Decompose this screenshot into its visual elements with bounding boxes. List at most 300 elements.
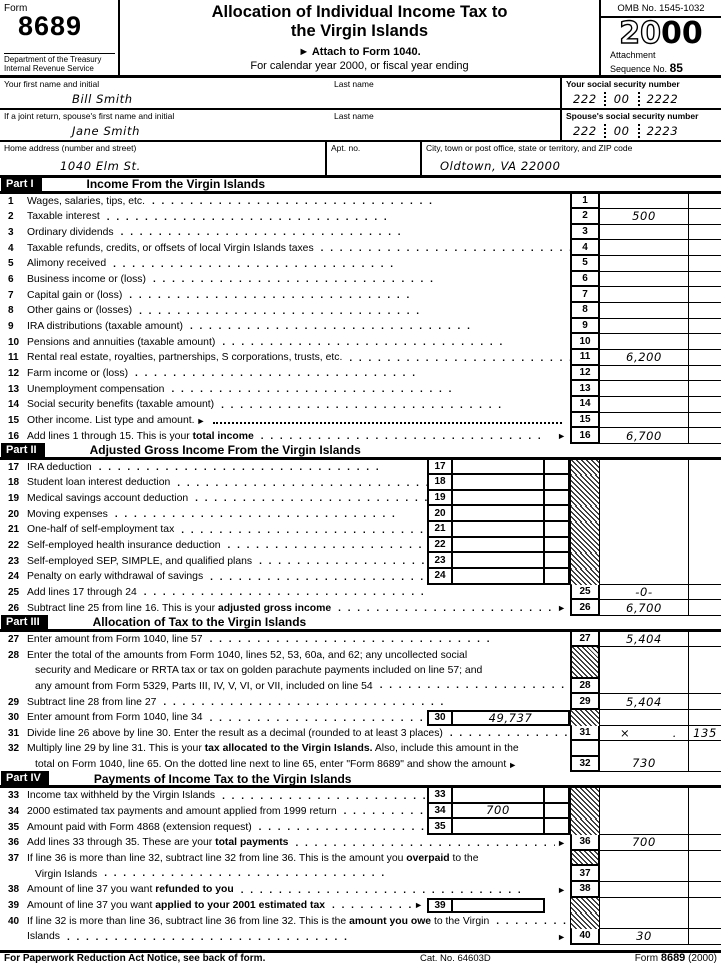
hatched-cell bbox=[572, 851, 598, 865]
open-cell bbox=[600, 553, 688, 569]
line-number-box: 15 bbox=[570, 413, 600, 429]
line-label: Alimony received bbox=[27, 258, 107, 270]
line-number-box: 17 bbox=[427, 460, 453, 476]
line-3-cents-field[interactable] bbox=[688, 225, 721, 241]
open-cents-cell bbox=[688, 788, 721, 804]
part4-tag: Part IV bbox=[1, 771, 49, 786]
open-cents-cell bbox=[688, 491, 721, 507]
line-label: If line 36 is more than line 32, subtract line 32 from line 36. This is the amount you overpaid to the bbox=[27, 852, 479, 864]
line-number-box: 18 bbox=[427, 475, 453, 491]
line-14-row bbox=[0, 397, 721, 413]
line-15-cents-field[interactable] bbox=[688, 413, 721, 429]
line-13-cents-field[interactable] bbox=[688, 381, 721, 397]
line-label: Enter the total of the amounts from Form 1040, lines 52, 53, 60a, and 62; any uncollected social bbox=[27, 649, 468, 661]
line-39-inline-box bbox=[427, 898, 545, 914]
line-number: 15 bbox=[8, 415, 20, 427]
line-number: 23 bbox=[8, 555, 20, 567]
line-11-amount-field[interactable]: 6,200 bbox=[600, 350, 688, 366]
line-label: Student loan interest deduction bbox=[27, 477, 171, 489]
part4-title: Payments of Income Tax to the Virgin Islands bbox=[93, 771, 352, 786]
line-10-cents-field[interactable] bbox=[688, 334, 721, 350]
line-number-box: 23 bbox=[427, 553, 453, 569]
arrowhead-icon: ► bbox=[298, 45, 310, 58]
part2-header bbox=[0, 444, 721, 460]
name-row bbox=[0, 78, 721, 110]
line-label: Amount paid with Form 4868 (extension request) bbox=[27, 821, 252, 833]
paperwork-notice: For Paperwork Reduction Act Notice, see back of form. bbox=[4, 952, 266, 963]
line-number-box: 13 bbox=[570, 381, 600, 397]
line-number-box: 8 bbox=[570, 303, 600, 319]
line-label: Moving expenses bbox=[27, 508, 108, 520]
line-28-cents-field[interactable] bbox=[688, 647, 721, 694]
line-number-box: 37 bbox=[572, 864, 598, 880]
dot-leader bbox=[170, 475, 427, 491]
line-14-cents-field[interactable] bbox=[688, 397, 721, 413]
line-36-cents-field[interactable] bbox=[688, 835, 721, 851]
line-38-row bbox=[0, 882, 721, 898]
hatched-cell bbox=[572, 647, 598, 676]
spouse-ssn-value[interactable]: 222 00 2223 bbox=[573, 124, 679, 138]
line-label: Enter amount from Form 1040, line 57 bbox=[27, 633, 203, 645]
line-40-cents-field[interactable] bbox=[688, 929, 721, 945]
arrowhead-icon: ► bbox=[557, 431, 566, 442]
hatched-cell bbox=[570, 538, 600, 554]
open-cents-cell bbox=[688, 913, 721, 929]
line-3-amount-field[interactable] bbox=[600, 225, 688, 241]
hatched-cell bbox=[570, 913, 600, 929]
line-number-box: 16 bbox=[570, 428, 600, 444]
dot-leader bbox=[100, 209, 570, 225]
line-10-row bbox=[0, 334, 721, 350]
dot-leader bbox=[331, 600, 555, 616]
line-16-cents-field[interactable] bbox=[688, 428, 721, 444]
line-number: 22 bbox=[8, 540, 20, 552]
line-17-amount-field[interactable] bbox=[453, 460, 543, 476]
line-33-amount-field[interactable] bbox=[453, 788, 543, 804]
dot-leader bbox=[337, 804, 427, 820]
line-number-box: 4 bbox=[570, 240, 600, 256]
line-4-amount-field[interactable] bbox=[600, 240, 688, 256]
line-26-cents-field[interactable] bbox=[688, 600, 721, 616]
dot-leader bbox=[203, 632, 570, 648]
address-row bbox=[0, 142, 721, 178]
line-22-row bbox=[0, 538, 721, 554]
line-11-row bbox=[0, 350, 721, 366]
line-1-row bbox=[0, 194, 721, 210]
line-number: 9 bbox=[8, 321, 14, 333]
dot-leader bbox=[221, 538, 427, 554]
line-31-cents-field[interactable]: 135 bbox=[688, 726, 721, 742]
line-6-cents-field[interactable] bbox=[688, 272, 721, 288]
line-number: 39 bbox=[8, 899, 20, 911]
footer-form-number: Form 8689 (2000) bbox=[634, 952, 717, 963]
line-label: security and Medicare or RRTA tax or tax on golden parachute payments included on line 57; and bbox=[35, 665, 483, 677]
line-20-cents-field[interactable] bbox=[543, 506, 570, 522]
hatched-cell bbox=[570, 553, 600, 569]
dot-leader bbox=[60, 929, 555, 945]
spouse-first-name-field[interactable] bbox=[0, 110, 330, 140]
dot-leader bbox=[314, 240, 570, 256]
arrowhead-icon: ► bbox=[557, 931, 566, 942]
line-label: Social security benefits (taxable amount) bbox=[27, 399, 215, 411]
line-15-row bbox=[0, 413, 721, 429]
line-5-cents-field[interactable] bbox=[688, 256, 721, 272]
open-cents-cell bbox=[688, 569, 721, 585]
line-15-amount-field[interactable] bbox=[600, 413, 688, 429]
line-number: 32 bbox=[8, 743, 20, 755]
line-7-row bbox=[0, 287, 721, 303]
line-12-amount-field[interactable] bbox=[600, 366, 688, 382]
line-10-amount-field[interactable] bbox=[600, 334, 688, 350]
line-29-cents-field[interactable] bbox=[688, 694, 721, 710]
line-16-amount-field[interactable]: 6,700 bbox=[600, 428, 688, 444]
line-number: 7 bbox=[8, 289, 14, 301]
line-13-amount-field[interactable] bbox=[600, 381, 688, 397]
line-19-amount-field[interactable] bbox=[453, 491, 543, 507]
arrowhead-icon: ► bbox=[196, 415, 206, 426]
line-18-amount-field[interactable] bbox=[453, 475, 543, 491]
line-number-box: 35 bbox=[427, 819, 453, 835]
line-number: 25 bbox=[8, 587, 20, 599]
form-number: 8689 bbox=[18, 11, 83, 41]
line-37-amount-field[interactable] bbox=[600, 851, 688, 882]
line-label: Subtract line 28 from line 27 bbox=[27, 696, 157, 708]
line-label: Taxable refunds, credits, or offsets of local Virgin Islands taxes bbox=[27, 242, 314, 254]
dot-leader bbox=[122, 287, 570, 303]
dot-leader bbox=[146, 272, 570, 288]
line-24-amount-field[interactable] bbox=[453, 569, 543, 585]
line-37-cents-field[interactable] bbox=[688, 851, 721, 882]
line-number-box: 28 bbox=[572, 677, 598, 693]
part2-title: Adjusted Gross Income From the Virgin Islands bbox=[89, 443, 361, 458]
line-22-amount-field[interactable] bbox=[453, 538, 543, 554]
line-18-cents-field[interactable] bbox=[543, 475, 570, 491]
dot-leader bbox=[156, 694, 570, 710]
line-number-box: 25 bbox=[570, 585, 600, 601]
line-30-row bbox=[0, 710, 721, 726]
line-number: 17 bbox=[8, 461, 20, 473]
open-cell bbox=[600, 898, 688, 914]
line-29-row bbox=[0, 694, 721, 710]
line-34-cents-field[interactable] bbox=[543, 804, 570, 820]
first-name-value[interactable]: Bill Smith bbox=[72, 92, 133, 106]
line-27-amount-field[interactable]: 5,404 bbox=[600, 632, 688, 648]
line-7-amount-field[interactable] bbox=[600, 287, 688, 303]
line-25-cents-field[interactable] bbox=[688, 585, 721, 601]
arrowhead-icon: ► bbox=[557, 884, 566, 895]
line-8-amount-field[interactable] bbox=[600, 303, 688, 319]
form-title-block bbox=[120, 0, 599, 75]
dot-leader bbox=[92, 460, 427, 476]
line-label: Capital gain or (loss) bbox=[27, 289, 123, 301]
line-number-box: 29 bbox=[570, 694, 600, 710]
line-number: 13 bbox=[8, 383, 20, 395]
line-label: If line 32 is more than line 36, subtract line 36 from line 32. This is the amount you owe to the Virgin bbox=[27, 915, 490, 927]
line-23-cents-field[interactable] bbox=[543, 553, 570, 569]
line-29-amount-field[interactable]: 5,404 bbox=[600, 694, 688, 710]
line-18-row bbox=[0, 475, 721, 491]
line-label: total on Form 1040, line 65. On the dotted line next to line 65, enter "Form 8689" and show the amount ► bbox=[0, 757, 570, 773]
open-cents-cell bbox=[688, 506, 721, 522]
line-number-box: 21 bbox=[427, 522, 453, 538]
open-cell bbox=[600, 491, 688, 507]
hatched-cell bbox=[570, 475, 600, 491]
ssn-value[interactable]: 222 00 2222 bbox=[573, 92, 679, 106]
hatched-cell bbox=[570, 506, 600, 522]
part1-tag: Part I bbox=[1, 177, 42, 192]
line-23-amount-field[interactable] bbox=[453, 553, 543, 569]
multiply-sign: × bbox=[620, 725, 631, 740]
tax-year: 2000 bbox=[619, 16, 703, 51]
first-name-field[interactable] bbox=[0, 78, 330, 108]
line-12-cents-field[interactable] bbox=[688, 366, 721, 382]
form-footer bbox=[0, 950, 721, 963]
line-40-row-b bbox=[0, 929, 721, 945]
line-7-cents-field[interactable] bbox=[688, 287, 721, 303]
form-number-block bbox=[0, 0, 120, 75]
open-cell bbox=[600, 804, 688, 820]
open-cell bbox=[600, 913, 688, 929]
line-31-amount-field[interactable] bbox=[600, 726, 688, 742]
spouse-first-name-value[interactable]: Jane Smith bbox=[72, 124, 140, 138]
line-11-cents-field[interactable] bbox=[688, 350, 721, 366]
apt-no-field[interactable] bbox=[325, 142, 420, 175]
line-22-cents-field[interactable] bbox=[543, 538, 570, 554]
dot-leader bbox=[114, 225, 570, 241]
line-21-amount-field[interactable] bbox=[453, 522, 543, 538]
line-37-number-column bbox=[570, 851, 600, 882]
line-number: 19 bbox=[8, 493, 20, 505]
line-number: 31 bbox=[8, 727, 20, 739]
line-label: 2000 estimated tax payments and amount applied from 1999 return bbox=[27, 805, 337, 817]
line-label: One-half of self-employment tax bbox=[27, 524, 175, 536]
line-6-row bbox=[0, 272, 721, 288]
part2-tag: Part II bbox=[1, 443, 45, 458]
line-label: Self-employed SEP, SIMPLE, and qualified plans bbox=[27, 555, 253, 567]
line-4-cents-field[interactable] bbox=[688, 240, 721, 256]
open-cell bbox=[600, 819, 688, 835]
arrowhead-icon: ► bbox=[557, 837, 566, 848]
line-number-box: 6 bbox=[570, 272, 600, 288]
line-number: 3 bbox=[8, 227, 14, 239]
line-number: 20 bbox=[8, 508, 20, 520]
home-address-label: Home address (number and street) bbox=[4, 143, 137, 153]
line-label: Income tax withheld by the Virgin Islands bbox=[27, 790, 216, 802]
line-35-cents-field[interactable] bbox=[543, 819, 570, 835]
open-cents-cell bbox=[688, 538, 721, 554]
dot-leader bbox=[342, 350, 570, 366]
arrowhead-icon: ► bbox=[508, 759, 518, 770]
line-label: Pensions and annuities (taxable amount) bbox=[27, 336, 216, 348]
line-label: Subtract line 25 from line 16. This is your adjusted gross income bbox=[27, 602, 332, 614]
line-28-row bbox=[0, 647, 721, 694]
line-24-cents-field[interactable] bbox=[543, 569, 570, 585]
dot-leader bbox=[443, 726, 570, 742]
line-26-amount-field[interactable]: 6,700 bbox=[600, 600, 688, 616]
line-5-amount-field[interactable] bbox=[600, 256, 688, 272]
line-number-box: 32 bbox=[572, 755, 598, 771]
line-25-row bbox=[0, 585, 721, 601]
line-label: Self-employed health insurance deduction bbox=[27, 540, 221, 552]
line-2-row bbox=[0, 209, 721, 225]
spouse-ssn-field[interactable] bbox=[560, 110, 721, 140]
line-9-cents-field[interactable] bbox=[688, 319, 721, 335]
arrowhead-icon: ► bbox=[557, 603, 566, 614]
hatched-cell bbox=[570, 522, 600, 538]
open-cell bbox=[600, 788, 688, 804]
line-number-box: 7 bbox=[570, 287, 600, 303]
line-number: 34 bbox=[8, 805, 20, 817]
line-32-cents-field[interactable] bbox=[688, 741, 721, 772]
line-9-amount-field[interactable] bbox=[600, 319, 688, 335]
line-label: Add lines 17 through 24 bbox=[27, 587, 137, 599]
catalog-number: Cat. No. 64603D bbox=[420, 952, 491, 963]
open-cell bbox=[600, 538, 688, 554]
spouse-name-row bbox=[0, 110, 721, 142]
city-state-zip-label: City, town or post office, state or territory, and ZIP code bbox=[426, 143, 633, 153]
dot-leader bbox=[203, 569, 427, 585]
agency-block bbox=[4, 53, 115, 74]
line-35-amount-field[interactable] bbox=[453, 819, 543, 835]
agency-line1: Department of the Treasury bbox=[4, 54, 102, 64]
line-number: 16 bbox=[8, 430, 20, 442]
line-label: Rental real estate, royalties, partnerships, S corporations, trusts, etc. bbox=[27, 352, 343, 364]
open-cell bbox=[600, 475, 688, 491]
last-name-label: Last name bbox=[334, 79, 374, 89]
line-17-cents-field[interactable] bbox=[543, 460, 570, 476]
line-number: 33 bbox=[8, 790, 20, 802]
open-cents-cell bbox=[688, 898, 721, 914]
open-cell bbox=[600, 710, 688, 726]
hatched-cell bbox=[570, 898, 600, 914]
dot-leader bbox=[234, 882, 555, 898]
line-38-amount-field[interactable] bbox=[600, 882, 688, 898]
line-2-amount-field[interactable]: 500 bbox=[600, 209, 688, 225]
line-19-cents-field[interactable] bbox=[543, 491, 570, 507]
line-9-row bbox=[0, 319, 721, 335]
line-36-amount-field[interactable]: 700 bbox=[600, 835, 688, 851]
dot-leader bbox=[203, 710, 427, 726]
line-35-row bbox=[0, 819, 721, 835]
last-name-field[interactable] bbox=[330, 78, 560, 108]
line-30-inline-box bbox=[427, 710, 570, 726]
line-27-cents-field[interactable] bbox=[688, 632, 721, 648]
line-38-cents-field[interactable] bbox=[688, 882, 721, 898]
line-number: 24 bbox=[8, 571, 20, 583]
line-number-box: 12 bbox=[570, 366, 600, 382]
spouse-last-name-field[interactable] bbox=[330, 110, 560, 140]
line-5-row bbox=[0, 256, 721, 272]
spouse-last-name-label: Last name bbox=[334, 111, 374, 121]
line-number-box: 1 bbox=[570, 194, 600, 210]
line-34-row bbox=[0, 804, 721, 820]
line-32-number-column bbox=[570, 741, 600, 772]
line-6-amount-field[interactable] bbox=[600, 272, 688, 288]
line-20-row bbox=[0, 506, 721, 522]
line-1-cents-field[interactable] bbox=[688, 194, 721, 210]
part3-title: Allocation of Tax to the Virgin Islands bbox=[92, 615, 307, 630]
line-25-amount-field[interactable]: -0- bbox=[600, 585, 688, 601]
line-32-row bbox=[0, 741, 721, 772]
dot-leader bbox=[108, 506, 427, 522]
line-number: 1 bbox=[8, 195, 14, 207]
line-16-row bbox=[0, 428, 721, 444]
hatched-cell bbox=[570, 460, 600, 476]
line-14-amount-field[interactable] bbox=[600, 397, 688, 413]
line-number-box: 34 bbox=[427, 804, 453, 820]
attachment-sequence: Attachment Sequence No. 85 bbox=[610, 50, 683, 76]
line-number-box: 36 bbox=[570, 835, 600, 851]
line-4-row bbox=[0, 240, 721, 256]
line-28-amount-field[interactable] bbox=[600, 647, 688, 694]
hatched-cell bbox=[570, 569, 600, 585]
line-2-cents-field[interactable] bbox=[688, 209, 721, 225]
line-label: Medical savings account deduction bbox=[27, 493, 189, 505]
line-number: 12 bbox=[8, 368, 20, 380]
other-income-write-in-line[interactable] bbox=[213, 422, 562, 424]
line-21-cents-field[interactable] bbox=[543, 522, 570, 538]
line-39-amount-field[interactable] bbox=[453, 898, 545, 914]
line-20-amount-field[interactable] bbox=[453, 506, 543, 522]
line-19-row bbox=[0, 491, 721, 507]
line-number: 18 bbox=[8, 477, 20, 489]
dot-leader bbox=[132, 303, 570, 319]
line-36-row bbox=[0, 835, 721, 851]
line-number: 28 bbox=[8, 649, 20, 661]
line-number: 27 bbox=[8, 633, 20, 645]
line-number: 36 bbox=[8, 837, 20, 849]
line-number-box: 10 bbox=[570, 334, 600, 350]
line-number-box: 26 bbox=[570, 600, 600, 616]
line-24-row bbox=[0, 569, 721, 585]
line-33-cents-field[interactable] bbox=[543, 788, 570, 804]
line-label: Wages, salaries, tips, etc. bbox=[27, 195, 145, 207]
part3-header bbox=[0, 616, 721, 632]
line-27-row bbox=[0, 632, 721, 648]
line-34-amount-field[interactable]: 700 bbox=[453, 804, 543, 820]
line-label: any amount from Form 5329, Parts III, IV, V, VI, or VII, included on line 54 . bbox=[0, 679, 570, 695]
form-word: Form bbox=[4, 3, 28, 14]
line-number: 10 bbox=[8, 336, 20, 348]
open-cell bbox=[600, 569, 688, 585]
part1-title: Income From the Virgin Islands bbox=[86, 177, 265, 192]
home-address-field[interactable] bbox=[0, 142, 325, 175]
line-21-row bbox=[0, 522, 721, 538]
city-state-zip-value[interactable]: Oldtown, VA 22000 bbox=[440, 159, 561, 173]
line-1-amount-field[interactable] bbox=[600, 194, 688, 210]
line-40-amount-field[interactable]: 30 bbox=[600, 929, 688, 945]
line-number-box: 30 bbox=[427, 710, 453, 726]
line-label: Enter amount from Form 1040, line 34 bbox=[27, 712, 203, 724]
line-8-cents-field[interactable] bbox=[688, 303, 721, 319]
city-state-zip-field[interactable] bbox=[420, 142, 721, 175]
line-32-label-block bbox=[0, 741, 570, 772]
line-number: 37 bbox=[8, 852, 20, 864]
hatched-cell bbox=[570, 788, 600, 804]
home-address-value[interactable]: 1040 Elm St. bbox=[60, 159, 141, 173]
line-label: Virgin Islands . bbox=[0, 866, 570, 882]
omb-block bbox=[599, 0, 721, 75]
line-label: IRA deduction bbox=[27, 461, 92, 473]
line-32-amount-field[interactable]: 730 bbox=[600, 741, 688, 772]
line-number-box: 2 bbox=[570, 209, 600, 225]
dot-leader bbox=[489, 913, 570, 929]
line-31-row bbox=[0, 726, 721, 742]
ssn-field[interactable] bbox=[560, 78, 721, 108]
line-30-amount-field[interactable]: 49,737 bbox=[453, 710, 570, 726]
line-37-label-block bbox=[0, 851, 570, 882]
dot-leader bbox=[137, 585, 570, 601]
